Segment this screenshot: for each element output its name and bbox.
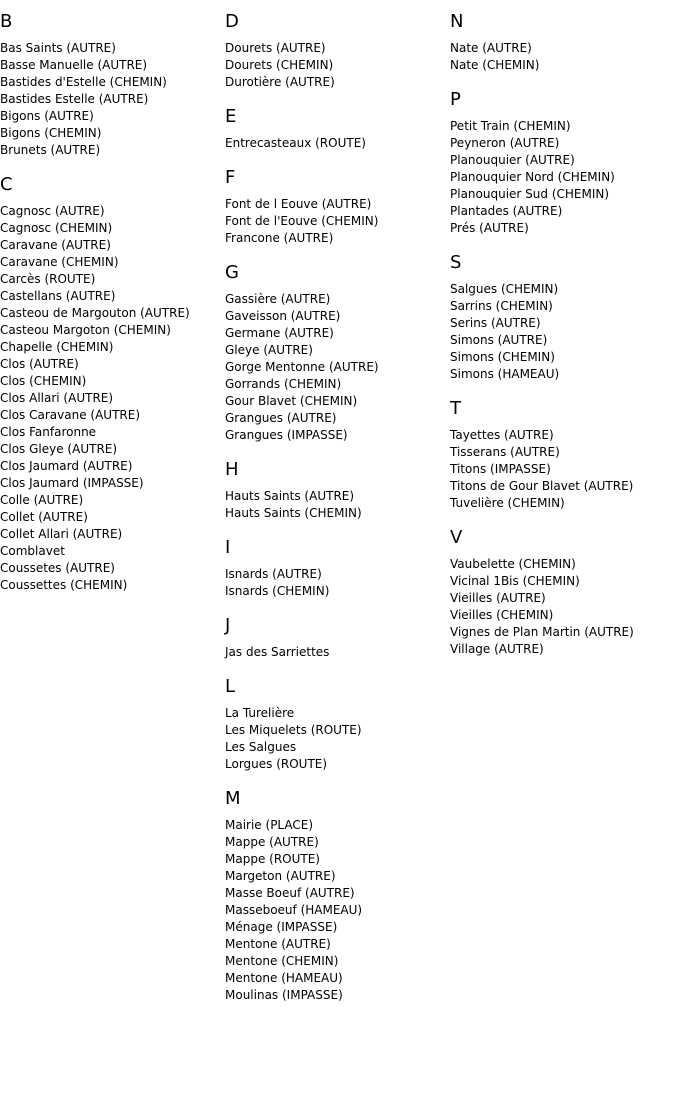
street-link[interactable]: Mentone (HAMEAU) (225, 971, 343, 985)
street-link[interactable]: Mentone (CHEMIN) (225, 954, 339, 968)
street-link[interactable]: Gour Blavet (CHEMIN) (225, 394, 358, 408)
street-link[interactable]: Castellans (AUTRE) (0, 289, 116, 303)
street-link[interactable]: Gorrands (CHEMIN) (225, 377, 342, 391)
street-link[interactable]: Masseboeuf (HAMEAU) (225, 903, 363, 917)
letter-group (225, 675, 450, 773)
street-link[interactable]: Dourets (CHEMIN) (225, 58, 334, 72)
section-letter: M (225, 788, 241, 809)
street-link[interactable]: Bastides Estelle (AUTRE) (0, 92, 149, 106)
street-link[interactable]: Casteou Margoton (CHEMIN) (0, 323, 171, 337)
street-link[interactable]: Plantades (AUTRE) (450, 204, 563, 218)
street-link[interactable]: Bigons (AUTRE) (0, 109, 94, 123)
street-link[interactable]: Cagnosc (CHEMIN) (0, 221, 113, 235)
index-column-2 (225, 10, 450, 1018)
index-column-1 (0, 10, 225, 608)
letter-group (225, 166, 450, 247)
street-link[interactable]: Isnards (AUTRE) (225, 567, 322, 581)
street-link[interactable]: Clos Allari (AUTRE) (0, 391, 114, 405)
street-link[interactable]: Clos Jaumard (IMPASSE) (0, 476, 144, 490)
street-link[interactable]: Moulinas (IMPASSE) (225, 988, 343, 1002)
street-link[interactable]: Gaveisson (AUTRE) (225, 309, 341, 323)
street-link[interactable]: Titons de Gour Blavet (AUTRE) (450, 479, 634, 493)
section-letter: H (225, 459, 239, 480)
section-letter: T (450, 398, 461, 419)
section-letter: N (450, 11, 464, 32)
street-link[interactable]: Village (AUTRE) (450, 642, 544, 656)
street-link[interactable]: Simons (HAMEAU) (450, 367, 560, 381)
street-link[interactable]: Brunets (AUTRE) (0, 143, 101, 157)
letter-group (450, 526, 675, 658)
street-link[interactable]: Serins (AUTRE) (450, 316, 541, 330)
street-link[interactable]: Lorgues (ROUTE) (225, 757, 328, 771)
letter-group (225, 614, 450, 661)
letter-group (225, 458, 450, 522)
street-link[interactable]: Clos (AUTRE) (0, 357, 79, 371)
letter-group (0, 173, 225, 594)
street-link[interactable]: Chapelle (CHEMIN) (0, 340, 114, 354)
street-link[interactable]: Nate (CHEMIN) (450, 58, 540, 72)
street-link[interactable]: Clos Gleye (AUTRE) (0, 442, 118, 456)
street-link[interactable]: Masse Boeuf (AUTRE) (225, 886, 355, 900)
letter-group (450, 397, 675, 512)
street-link[interactable]: Clos Fanfaronne (0, 425, 97, 439)
street-link[interactable]: Vaubelette (CHEMIN) (450, 557, 576, 571)
street-link[interactable]: Dourets (AUTRE) (225, 41, 326, 55)
street-link[interactable]: Les Salgues (225, 740, 297, 754)
street-link[interactable]: Hauts Saints (CHEMIN) (225, 506, 362, 520)
street-link[interactable]: Tayettes (AUTRE) (450, 428, 554, 442)
street-link[interactable]: Colle (AUTRE) (0, 493, 84, 507)
section-letter: G (225, 262, 239, 283)
street-link[interactable]: Vicinal 1Bis (CHEMIN) (450, 574, 580, 588)
street-link[interactable]: Gorge Mentonne (AUTRE) (225, 360, 379, 374)
street-link[interactable]: Vignes de Plan Martin (AUTRE) (450, 625, 634, 639)
street-link[interactable]: Clos Jaumard (AUTRE) (0, 459, 133, 473)
index-column-3 (450, 10, 675, 672)
street-link[interactable]: Coussetes (AUTRE) (0, 561, 115, 575)
street-link[interactable]: Mentone (AUTRE) (225, 937, 331, 951)
street-link[interactable]: Sarrins (CHEMIN) (450, 299, 553, 313)
street-link[interactable]: Simons (CHEMIN) (450, 350, 555, 364)
street-link[interactable]: Prés (AUTRE) (450, 221, 529, 235)
letter-group (225, 787, 450, 1004)
street-link[interactable]: Grangues (IMPASSE) (225, 428, 348, 442)
section-letter: L (225, 676, 236, 697)
street-link[interactable]: Ménage (IMPASSE) (225, 920, 338, 934)
street-link[interactable]: Comblavet (0, 544, 65, 558)
street-link[interactable]: Casteou de Margouton (AUTRE) (0, 306, 190, 320)
street-link[interactable]: Francone (AUTRE) (225, 231, 334, 245)
letter-group (225, 10, 450, 91)
street-link[interactable]: Basse Manuelle (AUTRE) (0, 58, 148, 72)
street-link[interactable]: Isnards (CHEMIN) (225, 584, 330, 598)
street-link[interactable]: La Turelière (225, 706, 295, 720)
street-link[interactable]: Petit Train (CHEMIN) (450, 119, 571, 133)
street-link[interactable]: Coussettes (CHEMIN) (0, 578, 128, 592)
street-link[interactable]: Caravane (CHEMIN) (0, 255, 119, 269)
street-link[interactable]: Nate (AUTRE) (450, 41, 532, 55)
street-link[interactable]: Caravane (AUTRE) (0, 238, 111, 252)
street-link[interactable]: Bas Saints (AUTRE) (0, 41, 116, 55)
letter-group (0, 10, 225, 159)
street-link[interactable]: Entrecasteaux (ROUTE) (225, 136, 366, 150)
street-link[interactable]: Mappe (AUTRE) (225, 835, 319, 849)
street-link[interactable]: Hauts Saints (AUTRE) (225, 489, 355, 503)
street-link[interactable]: Salgues (CHEMIN) (450, 282, 559, 296)
section-letter: V (450, 527, 463, 548)
letter-group (450, 251, 675, 383)
street-link[interactable]: Germane (AUTRE) (225, 326, 334, 340)
section-letter: C (0, 174, 13, 195)
section-letter: J (225, 615, 231, 636)
street-link[interactable]: Font de l Eouve (AUTRE) (225, 197, 372, 211)
street-link[interactable]: Simons (AUTRE) (450, 333, 548, 347)
section-letter: P (450, 89, 461, 110)
section-letter: S (450, 252, 462, 273)
street-link[interactable]: Mappe (ROUTE) (225, 852, 320, 866)
section-letter: D (225, 11, 239, 32)
street-link[interactable]: Clos Caravane (AUTRE) (0, 408, 141, 422)
street-link[interactable]: Tuvelière (CHEMIN) (450, 496, 565, 510)
street-link[interactable]: Peyneron (AUTRE) (450, 136, 560, 150)
street-link[interactable]: Collet Allari (AUTRE) (0, 527, 123, 541)
street-link[interactable]: Carcès (ROUTE) (0, 272, 96, 286)
street-link[interactable]: Mairie (PLACE) (225, 818, 314, 832)
street-link[interactable]: Margeton (AUTRE) (225, 869, 336, 883)
section-letter: B (0, 11, 13, 32)
letter-group (225, 536, 450, 600)
street-link[interactable]: Bastides d'Estelle (CHEMIN) (0, 75, 167, 89)
street-link[interactable]: Collet (AUTRE) (0, 510, 88, 524)
street-link[interactable]: Bigons (CHEMIN) (0, 126, 102, 140)
street-link[interactable]: Planouquier Sud (CHEMIN) (450, 187, 610, 201)
street-link[interactable]: Planouquier Nord (CHEMIN) (450, 170, 615, 184)
street-link[interactable]: Tisserans (AUTRE) (450, 445, 560, 459)
street-link[interactable]: Durotière (AUTRE) (225, 75, 335, 89)
street-link[interactable]: Grangues (AUTRE) (225, 411, 337, 425)
section-letter: F (225, 167, 236, 188)
street-link[interactable]: Font de l'Eouve (CHEMIN) (225, 214, 379, 228)
letter-group (225, 261, 450, 444)
street-link[interactable]: Planouquier (AUTRE) (450, 153, 575, 167)
street-link[interactable]: Les Miquelets (ROUTE) (225, 723, 362, 737)
street-link[interactable]: Titons (IMPASSE) (450, 462, 551, 476)
street-link[interactable]: Cagnosc (AUTRE) (0, 204, 105, 218)
section-letter: I (225, 537, 231, 558)
letter-group (450, 10, 675, 74)
section-letter: E (225, 106, 237, 127)
street-link[interactable]: Gassière (AUTRE) (225, 292, 331, 306)
street-link[interactable]: Clos (CHEMIN) (0, 374, 87, 388)
letter-group (450, 88, 675, 237)
street-link[interactable]: Vieilles (AUTRE) (450, 591, 546, 605)
street-link[interactable]: Gleye (AUTRE) (225, 343, 313, 357)
street-link[interactable]: Jas des Sarriettes (225, 645, 330, 659)
street-link[interactable]: Vieilles (CHEMIN) (450, 608, 554, 622)
letter-group (225, 105, 450, 152)
